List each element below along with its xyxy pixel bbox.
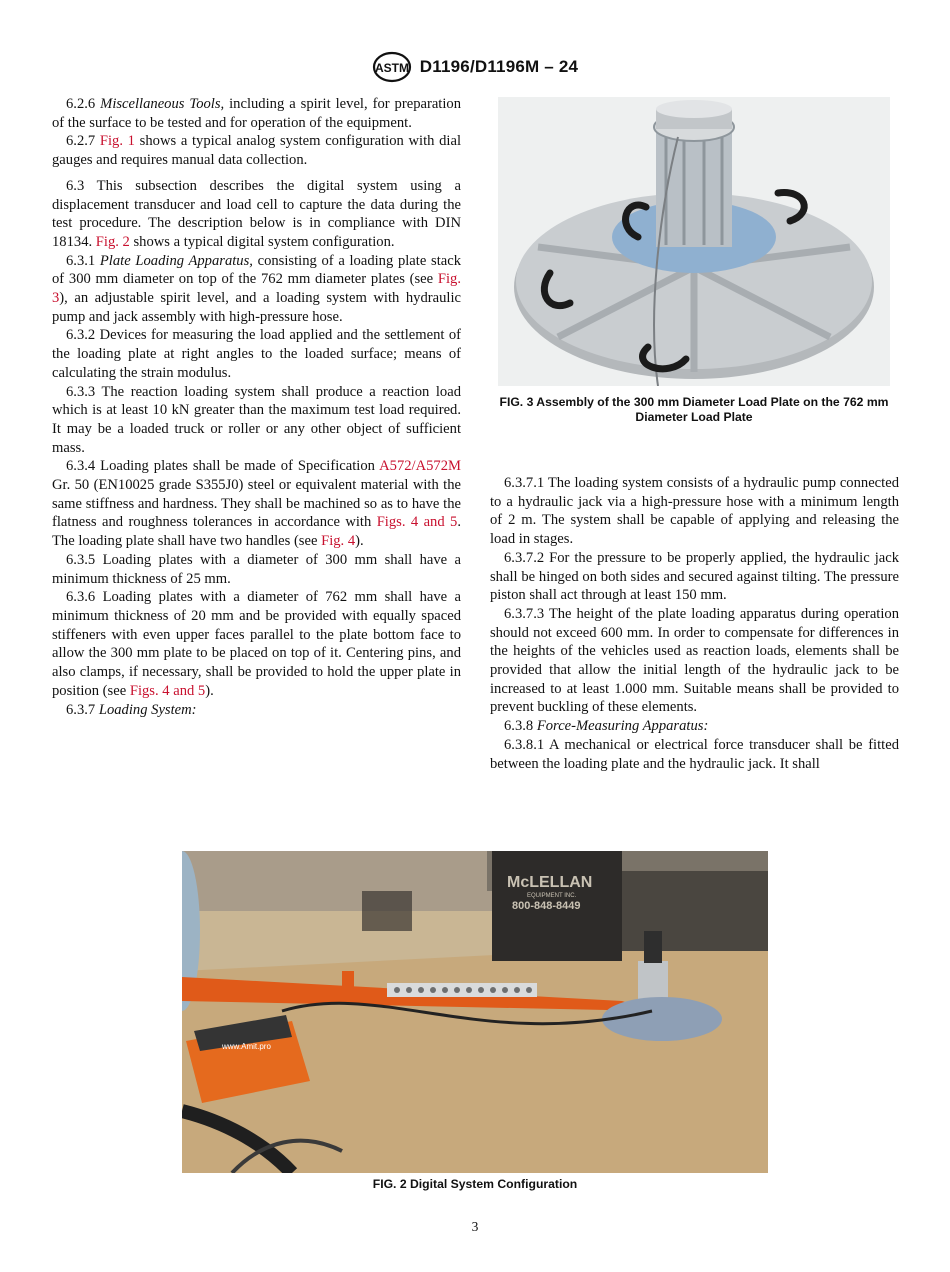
figs-4-and-5-link[interactable]: Figs. 4 and 5 (376, 514, 458, 531)
fig-1-link[interactable]: Fig. 1 (99, 133, 135, 150)
paragraph-6-3-1: 6.3.1 Plate Loading Apparatus, consisting of a loading plate stack of 300 mm diameter on top of the 762 mm diameter plates (see Fig. 3), an adjustable spirit level, and a loading system with hydraulic pump and jack assembly with high-pressure hose. (52, 252, 461, 325)
fig-2-digital-system-photo (182, 851, 768, 1173)
a572-spec-link[interactable]: A572/A572M (379, 458, 461, 475)
fig-3-caption: FIG. 3 Assembly of the 300 mm Diameter Load Plate on the 762 mm Diameter Load Plate (499, 395, 889, 424)
paragraph-6-2-6: 6.2.6 Miscellaneous Tools, including a spirit level, for preparation of the surface to be tested and for operation of the equipment. (52, 96, 462, 131)
fig-2-caption: FIG. 2 Digital System Configuration (372, 1177, 578, 1191)
paragraph-6-3-8-1: 6.3.8.1 A mechanical or electrical force transducer shall be fitted between the loading plate and the hydraulic jack. It shall (490, 736, 899, 772)
astm-logo-icon (372, 51, 412, 83)
fig-2-truck-sub: EQUIPMENT INC. (527, 893, 577, 899)
paragraph-6-2-7: 6.2.7 Fig. 1 shows a typical analog system configuration with dial gauges and requires manual data collection. (52, 133, 462, 169)
fig-2-truck-phone: 800-848-8449 (512, 900, 581, 912)
paragraph-6-3-7-2: 6.3.7.2 For the pressure to be properly applied, the hydraulic jack shall be hinged on both sides and secured against tilting. The pressure piston shall act through at least 150 mm. (490, 549, 899, 604)
figs-4-and-5-link[interactable]: Figs. 4 and 5 (129, 682, 206, 699)
paragraph-6-3-7-3: 6.3.7.3 The height of the plate loading apparatus during operation should not exceed 600 mm. In order to compensate for differences in the heights of the vehicles used as reaction loads, elements shall be provided that allow the initial length of the hydraulic jack to be increased to at least 1.000 mm. Suitable means shall be provided to prevent buckling of these elements. (490, 605, 899, 716)
paragraph-6-3: 6.3 This subsection describes the digital system using a displacement transducer and load cell to capture the data during the test procedure. The description below is in compliance with DIN 18134. Fig. 2 shows a typical digital system configuration. (52, 177, 461, 250)
paragraph-6-3-4: 6.3.4 Loading plates shall be made of Specification A572/A572M Gr. 50 (EN10025 grade S355J0) steel or equivalent material with the same stiffness and hardness. They shall be machined so as to have the flatness and roughness tolerances in accordance with Figs. 4 and 5. The loading plate shall have two handles (see Fig. 4). (52, 458, 461, 550)
fig-4-link[interactable]: Fig. 4 (321, 533, 356, 550)
right-text-column (490, 474, 899, 773)
paragraph-6-3-7: 6.3.7 Loading System: (66, 701, 197, 718)
paragraph-6-3-5: 6.3.5 Loading plates with a diameter of 300 mm shall have a minimum thickness of 25 mm. (52, 551, 461, 587)
paragraph-6-3-3: 6.3.3 The reaction loading system shall produce a reaction load which is at least 10 kN greater than the maximum test load required. It may be a loaded truck or roller or any other object of sufficient mass. (52, 383, 461, 456)
left-text-column (52, 95, 461, 719)
page-number: 3 (471, 1219, 479, 1234)
fig-2-truck-name: McLELLAN (507, 874, 593, 891)
svg-text:ASTM: ASTM (374, 61, 409, 75)
page-header (0, 50, 950, 84)
fig-3-link[interactable]: Fig. 3 (52, 271, 461, 307)
document-id: D1196/D1196M – 24 (419, 57, 579, 76)
fig-2-case-label: www.Amit.pro (222, 1042, 271, 1051)
paragraph-6-3-8: 6.3.8 Force-Measuring Apparatus: (504, 718, 709, 735)
fig-2-link[interactable]: Fig. 2 (95, 233, 130, 250)
paragraph-6-3-6: 6.3.6 Loading plates with a diameter of 762 mm shall have a minimum thickness of 20 mm and be provided with equally spaced stiffeners with even upper faces parallel to the plate bottom face to allow the 300 mm plate to be placed on top of it. Centering pins, and also clamps, if necessary, shall be provided to hold the upper plate in position (see Figs. 4 and 5). (52, 589, 461, 699)
fig-3-load-plate-photo (498, 97, 890, 386)
paragraph-6-3-7-1: 6.3.7.1 The loading system consists of a hydraulic pump connected to a hydraulic jack via a high-pressure hose with a minimum length of 2 m. The system shall be capable of applying and releasing the load in stages. (490, 475, 899, 548)
paragraph-6-3-2: 6.3.2 Devices for measuring the load applied and the settlement of the loading plate at right angles to the loaded surface; means of calculating the strain modulus. (52, 327, 461, 381)
